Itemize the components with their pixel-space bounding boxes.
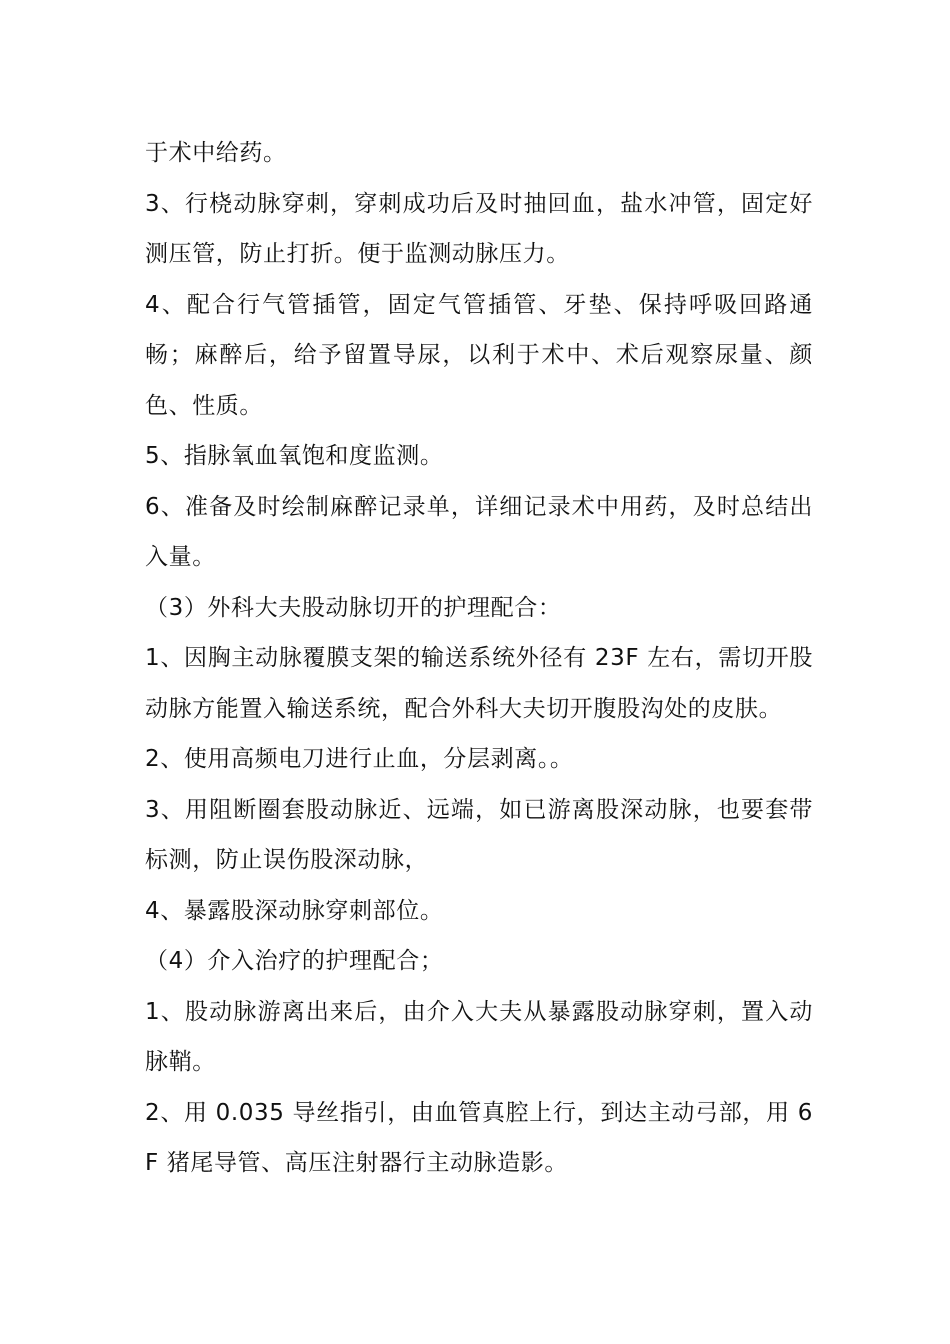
paragraph-continuation: 于术中给药。 [145,140,287,166]
section-heading-4: （4）介入治疗的护理配合； [145,948,444,974]
section-heading-3: （3）外科大夫股动脉切开的护理配合： [145,594,562,621]
paragraph-step-3-radial-artery: 3、行桡动脉穿刺，穿刺成功后及时抽回血，盐水冲管，固定好测压管，防止打折。便于监测动脉压力。 [145,190,813,267]
paragraph-step-5-oximetry: 5、指脉氧血氧饱和度监测。 [145,443,444,469]
paragraph-surgical-step-4: 4、暴露股深动脉穿刺部位。 [145,897,444,924]
paragraph-step-4-intubation: 4、配合行气管插管，固定气管插管、牙垫、保持呼吸回路通畅；麻醉后，给予留置导尿，以利于术中、术后观察尿量、颜色、性质。 [145,291,813,419]
paragraph-step-6-anesthesia-record: 6、准备及时绘制麻醉记录单，详细记录术中用药，及时总结出入量。 [145,493,813,570]
paragraph-surgical-step-3: 3、用阻断圈套股动脉近、远端，如已游离股深动脉，也要套带标测，防止误伤股深动脉， [145,796,813,873]
paragraph-surgical-step-2: 2、使用高频电刀进行止血，分层剥离。。 [145,746,574,772]
paragraph-surgical-step-1: 1、因胸主动脉覆膜支架的输送系统外径有 23F 左右，需切开股动脉方能置入输送系统，配合外科大夫切开腹股沟处的皮肤。 [145,645,813,722]
paragraph-interventional-step-2: 2、用 0.035 导丝指引，由血管真腔上行，到达主动弓部，用 6F 猪尾导管、高压注射器行主动脉造影。 [145,1099,813,1176]
document-body [145,128,813,1189]
paragraph-interventional-step-1: 1、股动脉游离出来后，由介入大夫从暴露股动脉穿刺，置入动脉鞘。 [145,998,813,1075]
